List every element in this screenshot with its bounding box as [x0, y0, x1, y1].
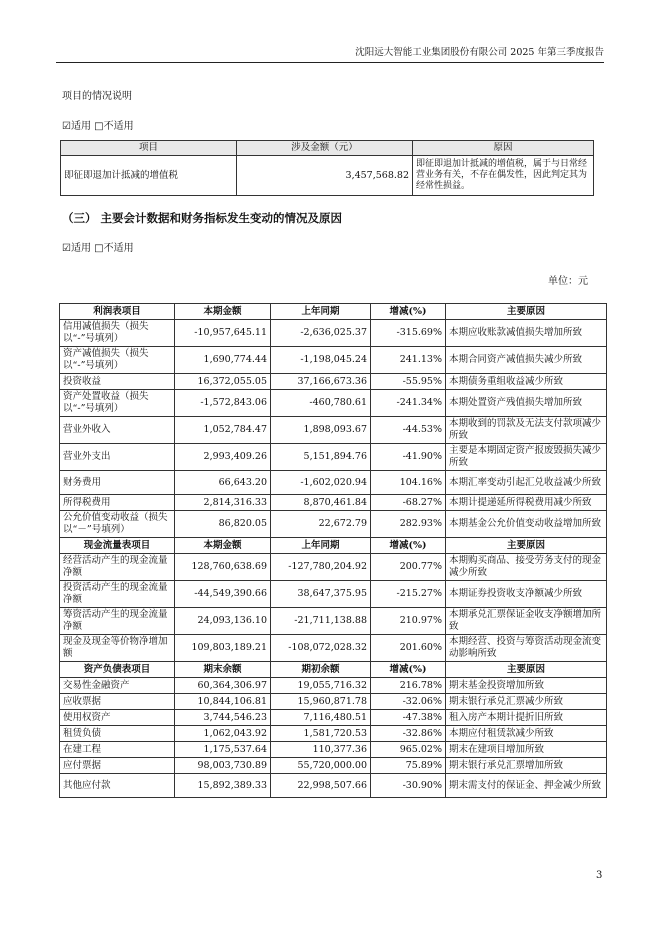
cell-item: 投资活动产生的现金流量净额 [60, 581, 175, 608]
cell-item: 交易性金融资产 [60, 678, 175, 694]
cell-change: 216.78% [371, 678, 446, 694]
table-row [60, 554, 607, 581]
cell-change: -55.95% [371, 374, 446, 390]
cell-change: 200.77% [371, 554, 446, 581]
cell-prior: -108,072,028.32 [271, 635, 371, 662]
cell-change: 75.89% [371, 758, 446, 774]
table-row [60, 374, 607, 390]
cell-current: 66,643.20 [175, 471, 271, 495]
cell-prior: 5,151,894.76 [271, 444, 371, 471]
cell-prior: 7,116,480.51 [271, 710, 371, 726]
cell-reason: 期末需支付的保证金、押金减少所致 [446, 774, 607, 798]
cell-item: 其他应付款 [60, 774, 175, 798]
cell-item: 资产减值损失（损失以“-”号填列） [60, 347, 175, 374]
table-row [60, 444, 607, 471]
col-header: 涉及金额（元） [237, 141, 413, 156]
cell-reason: 期末基金投资增加所致 [446, 678, 607, 694]
cell-change: -32.06% [371, 694, 446, 710]
col-header: 主要原因 [446, 662, 607, 678]
col-header: 现金流量表项目 [60, 538, 175, 554]
cell-item: 所得税费用 [60, 495, 175, 511]
table-row [60, 347, 607, 374]
page-number: 3 [596, 870, 603, 881]
cell-current: 15,892,389.33 [175, 774, 271, 798]
cell-change: -41.90% [371, 444, 446, 471]
cell-change: -215.27% [371, 581, 446, 608]
table-row [60, 710, 607, 726]
cell-prior: 110,377.36 [271, 742, 371, 758]
cell-reason: 本期承兑汇票保证金收支净额增加所致 [446, 608, 607, 635]
cell-change: -68.27% [371, 495, 446, 511]
cell-item: 公允价值变动收益（损失以“－”号填列） [60, 511, 175, 538]
cell-change: -47.38% [371, 710, 446, 726]
section-header-row [60, 538, 607, 554]
col-header: 资产负债表项目 [60, 662, 175, 678]
cell-reason: 租入房产本期计提折旧所致 [446, 710, 607, 726]
table-row [60, 774, 607, 798]
table-row [60, 758, 607, 774]
unit-label: 单位：元 [548, 276, 588, 287]
col-header: 上年同期 [271, 538, 371, 554]
cell-change: -241.34% [371, 390, 446, 417]
cell-change: -30.90% [371, 774, 446, 798]
cell-change: -315.69% [371, 320, 446, 347]
table-row [60, 320, 607, 347]
cell-item: 营业外支出 [60, 444, 175, 471]
col-header: 本期金额 [175, 304, 271, 320]
cell-item: 投资收益 [60, 374, 175, 390]
cell-amount: 3,457,568.82 [237, 156, 413, 196]
cell-current: -10,957,645.11 [175, 320, 271, 347]
col-header: 期初余额 [271, 662, 371, 678]
table-row [60, 726, 607, 742]
cell-prior: -1,198,045.24 [271, 347, 371, 374]
cell-current: 1,052,784.47 [175, 417, 271, 444]
cell-current: 3,744,546.23 [175, 710, 271, 726]
cell-change: 965.02% [371, 742, 446, 758]
cell-reason: 本期计提递延所得税费用减少所致 [446, 495, 607, 511]
cell-change: 201.60% [371, 635, 446, 662]
cell-current: 2,993,409.26 [175, 444, 271, 471]
cell-prior: 1,581,720.53 [271, 726, 371, 742]
cell-prior: -127,780,204.92 [271, 554, 371, 581]
cell-item: 即征即退加计抵减的增值税 [61, 156, 237, 196]
table-header-row [61, 141, 594, 156]
cell-current: 109,803,189.21 [175, 635, 271, 662]
cell-item: 营业外收入 [60, 417, 175, 444]
cell-current: 98,003,730.89 [175, 758, 271, 774]
col-header: 利润表项目 [60, 304, 175, 320]
table-row [60, 417, 607, 444]
cell-reason: 本期经营、投资与筹资活动现金流变动影响所致 [446, 635, 607, 662]
col-header: 本期金额 [175, 538, 271, 554]
col-header: 增减(%) [371, 304, 446, 320]
cell-reason: 本期收到的罚款及无法支付款项减少所致 [446, 417, 607, 444]
col-header: 主要原因 [446, 304, 607, 320]
cell-current: 2,814,316.33 [175, 495, 271, 511]
col-header: 项目 [61, 141, 237, 156]
applicable-checkbox-1[interactable]: ☑适用 □不适用 [62, 121, 134, 132]
cell-prior: 1,898,093.67 [271, 417, 371, 444]
cell-item: 信用减值损失（损失以“-”号填列） [60, 320, 175, 347]
cell-prior: 19,055,716.32 [271, 678, 371, 694]
table-row [60, 495, 607, 511]
section-header-row [60, 662, 607, 678]
cell-reason: 主要是本期固定资产报废毁损失减少所致 [446, 444, 607, 471]
cell-reason: 期末在建项目增加所致 [446, 742, 607, 758]
cell-prior: -1,602,020.94 [271, 471, 371, 495]
cell-prior: -460,780.61 [271, 390, 371, 417]
cell-reason: 本期购买商品、接受劳务支付的现金减少所致 [446, 554, 607, 581]
cell-current: 10,844,106.81 [175, 694, 271, 710]
table-row [60, 678, 607, 694]
cell-item: 经营活动产生的现金流量净额 [60, 554, 175, 581]
cell-prior: 8,870,461.84 [271, 495, 371, 511]
cell-current: 1,175,537.64 [175, 742, 271, 758]
cell-prior: 22,672.79 [271, 511, 371, 538]
cell-change: -44.53% [371, 417, 446, 444]
table-row [60, 471, 607, 495]
cell-item: 使用权资产 [60, 710, 175, 726]
cell-current: 60,364,306.97 [175, 678, 271, 694]
cell-reason: 本期汇率变动引起汇兑收益减少所致 [446, 471, 607, 495]
cell-current: 24,093,136.10 [175, 608, 271, 635]
cell-prior: 38,647,375.95 [271, 581, 371, 608]
table-row [60, 581, 607, 608]
cell-prior: 55,720,000.00 [271, 758, 371, 774]
table-row [61, 156, 594, 196]
table-row [60, 742, 607, 758]
cell-item: 租赁负债 [60, 726, 175, 742]
col-header: 增减(%) [371, 538, 446, 554]
applicable-checkbox-2[interactable]: ☑适用 □不适用 [62, 243, 134, 254]
cell-reason: 本期应付租赁款减少所致 [446, 726, 607, 742]
cell-change: 210.97% [371, 608, 446, 635]
cell-change: 282.93% [371, 511, 446, 538]
cell-item: 应付票据 [60, 758, 175, 774]
cell-prior: -2,636,025.37 [271, 320, 371, 347]
col-header: 增减(%) [371, 662, 446, 678]
table-row [60, 511, 607, 538]
cell-change: -32.86% [371, 726, 446, 742]
cell-item: 在建工程 [60, 742, 175, 758]
cell-reason: 即征即退加计抵减的增值税，属于与日常经营业务有关，不存在偶发性，因此判定其为经常性损益。 [413, 156, 594, 196]
cell-reason: 本期应收账款减值损失增加所致 [446, 320, 607, 347]
cell-prior: 22,998,507.66 [271, 774, 371, 798]
cell-item: 应收票据 [60, 694, 175, 710]
cell-prior: 15,960,871.78 [271, 694, 371, 710]
cell-current: 86,820.05 [175, 511, 271, 538]
table-row [60, 635, 607, 662]
col-header: 原因 [413, 141, 594, 156]
section-header-row [60, 304, 607, 320]
cell-reason: 本期合同资产减值损失减少所致 [446, 347, 607, 374]
cell-item: 资产处置收益（损失以“-”号填列） [60, 390, 175, 417]
table-row [60, 608, 607, 635]
cell-prior: -21,711,138.88 [271, 608, 371, 635]
cell-item: 筹资活动产生的现金流量净额 [60, 608, 175, 635]
intro-line: 项目的情况说明 [62, 91, 132, 102]
col-header: 上年同期 [271, 304, 371, 320]
cell-reason: 本期基金公允价值变动收益增加所致 [446, 511, 607, 538]
financial-changes-table [59, 303, 607, 798]
cell-reason: 期末银行承兑汇票减少所致 [446, 694, 607, 710]
cell-item: 财务费用 [60, 471, 175, 495]
cell-current: 128,760,638.69 [175, 554, 271, 581]
page-header: 沈阳远大智能工业集团股份有限公司 2025 年第三季度报告 [56, 46, 604, 63]
cell-item: 现金及现金等价物净增加额 [60, 635, 175, 662]
cell-reason: 本期证券投资收支净额减少所致 [446, 581, 607, 608]
cell-reason: 本期债务重组收益减少所致 [446, 374, 607, 390]
cell-current: -44,549,390.66 [175, 581, 271, 608]
cell-prior: 37,166,673.36 [271, 374, 371, 390]
cell-current: 16,372,055.05 [175, 374, 271, 390]
col-header: 主要原因 [446, 538, 607, 554]
cell-current: 1,062,043.92 [175, 726, 271, 742]
cell-change: 241.13% [371, 347, 446, 374]
cell-current: 1,690,774.44 [175, 347, 271, 374]
table-row [60, 694, 607, 710]
cell-change: 104.16% [371, 471, 446, 495]
col-header: 期末余额 [175, 662, 271, 678]
cell-reason: 本期处置资产残值损失增加所致 [446, 390, 607, 417]
cell-reason: 期末银行承兑汇票增加所致 [446, 758, 607, 774]
table-row [60, 390, 607, 417]
cell-current: -1,572,843.06 [175, 390, 271, 417]
nonrecurring-table [60, 140, 594, 196]
section-title: （三） 主要会计数据和财务指标发生变动的情况及原因 [62, 211, 343, 225]
